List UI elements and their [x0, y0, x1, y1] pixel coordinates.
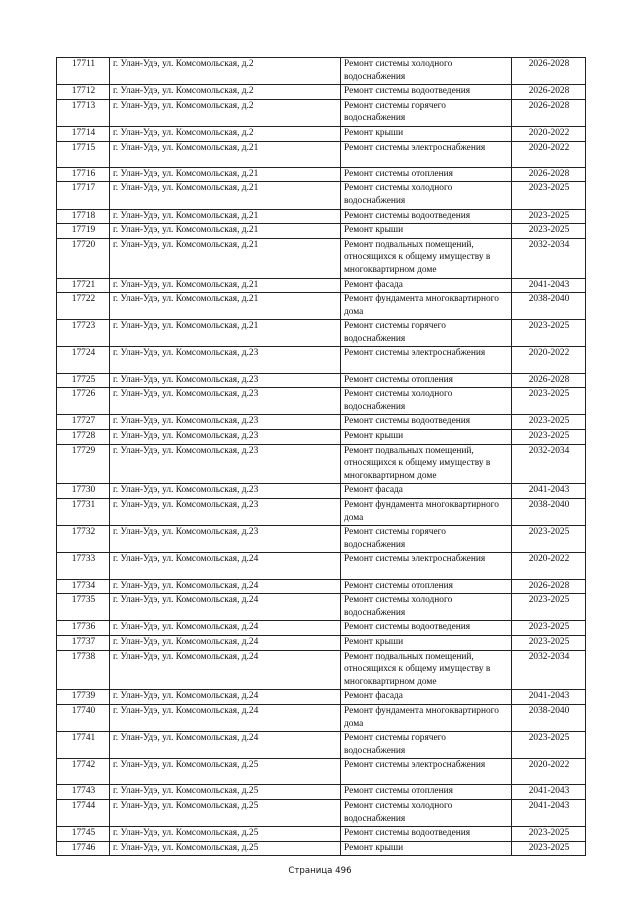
row-number: 17715: [57, 141, 110, 167]
row-period: 2023-2025: [512, 430, 586, 445]
row-work-type: Ремонт фасада: [341, 690, 512, 705]
row-number: 17713: [57, 99, 110, 126]
row-work-type: Ремонт фундамента многоквартирного дома: [341, 293, 512, 320]
table-row: [57, 690, 586, 705]
row-number: 17711: [57, 58, 110, 85]
row-work-type: Ремонт системы отопления: [341, 785, 512, 800]
row-number: 17735: [57, 594, 110, 621]
row-period: 2026-2028: [512, 99, 586, 126]
row-period: 2032-2034: [512, 650, 586, 690]
row-address: г. Улан-Удэ, ул. Комсомольская, д.21: [110, 293, 341, 320]
row-period: 2023-2025: [512, 635, 586, 650]
row-number: 17742: [57, 759, 110, 785]
row-period: 2020-2022: [512, 759, 586, 785]
row-number: 17716: [57, 167, 110, 182]
row-number: 17728: [57, 430, 110, 445]
row-period: 2023-2025: [512, 526, 586, 553]
table-row: [57, 484, 586, 499]
row-address: г. Улан-Удэ, ул. Комсомольская, д.23: [110, 499, 341, 526]
row-address: г. Улан-Удэ, ул. Комсомольская, д.21: [110, 209, 341, 224]
row-address: г. Улан-Удэ, ул. Комсомольская, д.24: [110, 690, 341, 705]
table-row: [57, 415, 586, 430]
row-work-type: Ремонт фасада: [341, 484, 512, 499]
row-number: 17730: [57, 484, 110, 499]
row-number: 17734: [57, 579, 110, 594]
row-address: г. Улан-Удэ, ул. Комсомольская, д.2: [110, 58, 341, 85]
row-period: 2032-2034: [512, 238, 586, 278]
row-work-type: Ремонт системы водоотведения: [341, 827, 512, 842]
row-period: 2026-2028: [512, 58, 586, 85]
row-number: 17745: [57, 827, 110, 842]
row-number: 17736: [57, 621, 110, 636]
row-period: 2023-2025: [512, 320, 586, 347]
row-period: 2041-2043: [512, 800, 586, 827]
row-work-type: Ремонт системы холодного водоснабжения: [341, 182, 512, 209]
row-number: 17719: [57, 224, 110, 239]
row-address: г. Улан-Удэ, ул. Комсомольская, д.24: [110, 594, 341, 621]
capital-repair-table: [56, 57, 586, 856]
table-row: [57, 347, 586, 373]
row-number: 17712: [57, 85, 110, 100]
row-address: г. Улан-Удэ, ул. Комсомольская, д.23: [110, 388, 341, 415]
table-row: [57, 499, 586, 526]
row-period: 2023-2025: [512, 224, 586, 239]
table-row: [57, 293, 586, 320]
table-row: [57, 224, 586, 239]
row-address: г. Улан-Удэ, ул. Комсомольская, д.24: [110, 553, 341, 579]
row-address: г. Улан-Удэ, ул. Комсомольская, д.24: [110, 621, 341, 636]
row-period: 2032-2034: [512, 444, 586, 484]
row-work-type: Ремонт системы отопления: [341, 167, 512, 182]
table-row: [57, 594, 586, 621]
row-number: 17741: [57, 732, 110, 759]
table-row: [57, 444, 586, 484]
row-work-type: Ремонт системы водоотведения: [341, 85, 512, 100]
row-work-type: Ремонт системы электроснабжения: [341, 347, 512, 373]
row-work-type: Ремонт подвальных помещений, относящихся к общему имуществу в многоквартирном доме: [341, 650, 512, 690]
row-number: 17729: [57, 444, 110, 484]
row-period: 2023-2025: [512, 841, 586, 856]
row-work-type: Ремонт крыши: [341, 430, 512, 445]
row-period: 2023-2025: [512, 415, 586, 430]
row-address: г. Улан-Удэ, ул. Комсомольская, д.23: [110, 373, 341, 388]
row-period: 2020-2022: [512, 141, 586, 167]
row-number: 17738: [57, 650, 110, 690]
row-period: 2026-2028: [512, 579, 586, 594]
table-row: [57, 650, 586, 690]
row-period: 2020-2022: [512, 347, 586, 373]
row-work-type: Ремонт системы водоотведения: [341, 621, 512, 636]
row-address: г. Улан-Удэ, ул. Комсомольская, д.23: [110, 526, 341, 553]
row-address: г. Улан-Удэ, ул. Комсомольская, д.25: [110, 759, 341, 785]
row-address: г. Улан-Удэ, ул. Комсомольская, д.25: [110, 800, 341, 827]
row-number: 17731: [57, 499, 110, 526]
table-row: [57, 320, 586, 347]
row-work-type: Ремонт системы горячего водоснабжения: [341, 320, 512, 347]
row-number: 17726: [57, 388, 110, 415]
row-number: 17723: [57, 320, 110, 347]
row-address: г. Улан-Удэ, ул. Комсомольская, д.23: [110, 430, 341, 445]
row-address: г. Улан-Удэ, ул. Комсомольская, д.25: [110, 785, 341, 800]
row-number: 17721: [57, 278, 110, 293]
row-address: г. Улан-Удэ, ул. Комсомольская, д.2: [110, 126, 341, 141]
table-row: [57, 621, 586, 636]
table-row: [57, 553, 586, 579]
row-address: г. Улан-Удэ, ул. Комсомольская, д.23: [110, 444, 341, 484]
table-row: [57, 635, 586, 650]
row-address: г. Улан-Удэ, ул. Комсомольская, д.25: [110, 841, 341, 856]
row-period: 2041-2043: [512, 690, 586, 705]
table-row: [57, 785, 586, 800]
row-period: 2026-2028: [512, 85, 586, 100]
row-work-type: Ремонт системы электроснабжения: [341, 141, 512, 167]
table-row: [57, 704, 586, 731]
row-period: 2023-2025: [512, 732, 586, 759]
row-address: г. Улан-Удэ, ул. Комсомольская, д.23: [110, 484, 341, 499]
row-period: 2038-2040: [512, 704, 586, 731]
row-period: 2023-2025: [512, 594, 586, 621]
row-address: г. Улан-Удэ, ул. Комсомольская, д.24: [110, 704, 341, 731]
row-address: г. Улан-Удэ, ул. Комсомольская, д.24: [110, 579, 341, 594]
table-row: [57, 388, 586, 415]
row-work-type: Ремонт системы водоотведения: [341, 415, 512, 430]
row-number: 17744: [57, 800, 110, 827]
row-work-type: Ремонт системы холодного водоснабжения: [341, 800, 512, 827]
table-row: [57, 373, 586, 388]
table-row: [57, 800, 586, 827]
row-address: г. Улан-Удэ, ул. Комсомольская, д.21: [110, 278, 341, 293]
table-row: [57, 141, 586, 167]
row-work-type: Ремонт фасада: [341, 278, 512, 293]
row-number: 17740: [57, 704, 110, 731]
row-number: 17739: [57, 690, 110, 705]
row-work-type: Ремонт системы электроснабжения: [341, 759, 512, 785]
row-period: 2026-2028: [512, 167, 586, 182]
row-address: г. Улан-Удэ, ул. Комсомольская, д.21: [110, 167, 341, 182]
row-period: 2041-2043: [512, 278, 586, 293]
row-work-type: Ремонт фундамента многоквартирного дома: [341, 704, 512, 731]
row-work-type: Ремонт крыши: [341, 635, 512, 650]
row-work-type: Ремонт системы холодного водоснабжения: [341, 594, 512, 621]
table-row: [57, 209, 586, 224]
row-address: г. Улан-Удэ, ул. Комсомольская, д.23: [110, 347, 341, 373]
table-row: [57, 182, 586, 209]
row-work-type: Ремонт крыши: [341, 841, 512, 856]
row-period: 2020-2022: [512, 126, 586, 141]
row-period: 2038-2040: [512, 293, 586, 320]
row-address: г. Улан-Удэ, ул. Комсомольская, д.25: [110, 827, 341, 842]
row-work-type: Ремонт системы отопления: [341, 579, 512, 594]
row-number: 17733: [57, 553, 110, 579]
row-address: г. Улан-Удэ, ул. Комсомольская, д.21: [110, 320, 341, 347]
row-number: 17737: [57, 635, 110, 650]
row-address: г. Улан-Удэ, ул. Комсомольская, д.24: [110, 732, 341, 759]
row-period: 2026-2028: [512, 373, 586, 388]
row-period: 2023-2025: [512, 388, 586, 415]
row-period: 2041-2043: [512, 785, 586, 800]
table-body: [57, 58, 586, 856]
row-work-type: Ремонт подвальных помещений, относящихся к общему имуществу в многоквартирном доме: [341, 238, 512, 278]
row-work-type: Ремонт системы горячего водоснабжения: [341, 99, 512, 126]
table-row: [57, 579, 586, 594]
row-number: 17717: [57, 182, 110, 209]
row-period: 2023-2025: [512, 182, 586, 209]
row-work-type: Ремонт системы горячего водоснабжения: [341, 732, 512, 759]
row-address: г. Улан-Удэ, ул. Комсомольская, д.21: [110, 238, 341, 278]
row-period: 2023-2025: [512, 209, 586, 224]
row-work-type: Ремонт системы холодного водоснабжения: [341, 58, 512, 85]
table-row: [57, 167, 586, 182]
row-work-type: Ремонт системы водоотведения: [341, 209, 512, 224]
table-row: [57, 827, 586, 842]
row-address: г. Улан-Удэ, ул. Комсомольская, д.21: [110, 141, 341, 167]
page-number: Страница 496: [288, 866, 352, 876]
table-row: [57, 759, 586, 785]
row-number: 17718: [57, 209, 110, 224]
row-number: 17727: [57, 415, 110, 430]
table-row: [57, 126, 586, 141]
row-address: г. Улан-Удэ, ул. Комсомольская, д.23: [110, 415, 341, 430]
row-number: 17722: [57, 293, 110, 320]
row-address: г. Улан-Удэ, ул. Комсомольская, д.24: [110, 650, 341, 690]
table-row: [57, 85, 586, 100]
row-period: 2041-2043: [512, 484, 586, 499]
row-address: г. Улан-Удэ, ул. Комсомольская, д.24: [110, 635, 341, 650]
row-number: 17746: [57, 841, 110, 856]
row-number: 17732: [57, 526, 110, 553]
row-number: 17724: [57, 347, 110, 373]
row-number: 17714: [57, 126, 110, 141]
row-work-type: Ремонт фундамента многоквартирного дома: [341, 499, 512, 526]
row-number: 17743: [57, 785, 110, 800]
table-row: [57, 58, 586, 85]
row-period: 2020-2022: [512, 553, 586, 579]
row-address: г. Улан-Удэ, ул. Комсомольская, д.21: [110, 224, 341, 239]
row-work-type: Ремонт системы электроснабжения: [341, 553, 512, 579]
row-number: 17725: [57, 373, 110, 388]
table-row: [57, 732, 586, 759]
row-work-type: Ремонт крыши: [341, 126, 512, 141]
row-work-type: Ремонт крыши: [341, 224, 512, 239]
row-address: г. Улан-Удэ, ул. Комсомольская, д.2: [110, 85, 341, 100]
row-address: г. Улан-Удэ, ул. Комсомольская, д.2: [110, 99, 341, 126]
table-row: [57, 99, 586, 126]
row-period: 2038-2040: [512, 499, 586, 526]
table-row: [57, 238, 586, 278]
row-number: 17720: [57, 238, 110, 278]
table-row: [57, 526, 586, 553]
row-work-type: Ремонт системы отопления: [341, 373, 512, 388]
row-work-type: Ремонт системы горячего водоснабжения: [341, 526, 512, 553]
table-row: [57, 278, 586, 293]
table-row: [57, 430, 586, 445]
row-period: 2023-2025: [512, 621, 586, 636]
row-address: г. Улан-Удэ, ул. Комсомольская, д.21: [110, 182, 341, 209]
table-row: [57, 841, 586, 856]
row-period: 2023-2025: [512, 827, 586, 842]
row-work-type: Ремонт подвальных помещений, относящихся к общему имуществу в многоквартирном доме: [341, 444, 512, 484]
row-work-type: Ремонт системы холодного водоснабжения: [341, 388, 512, 415]
